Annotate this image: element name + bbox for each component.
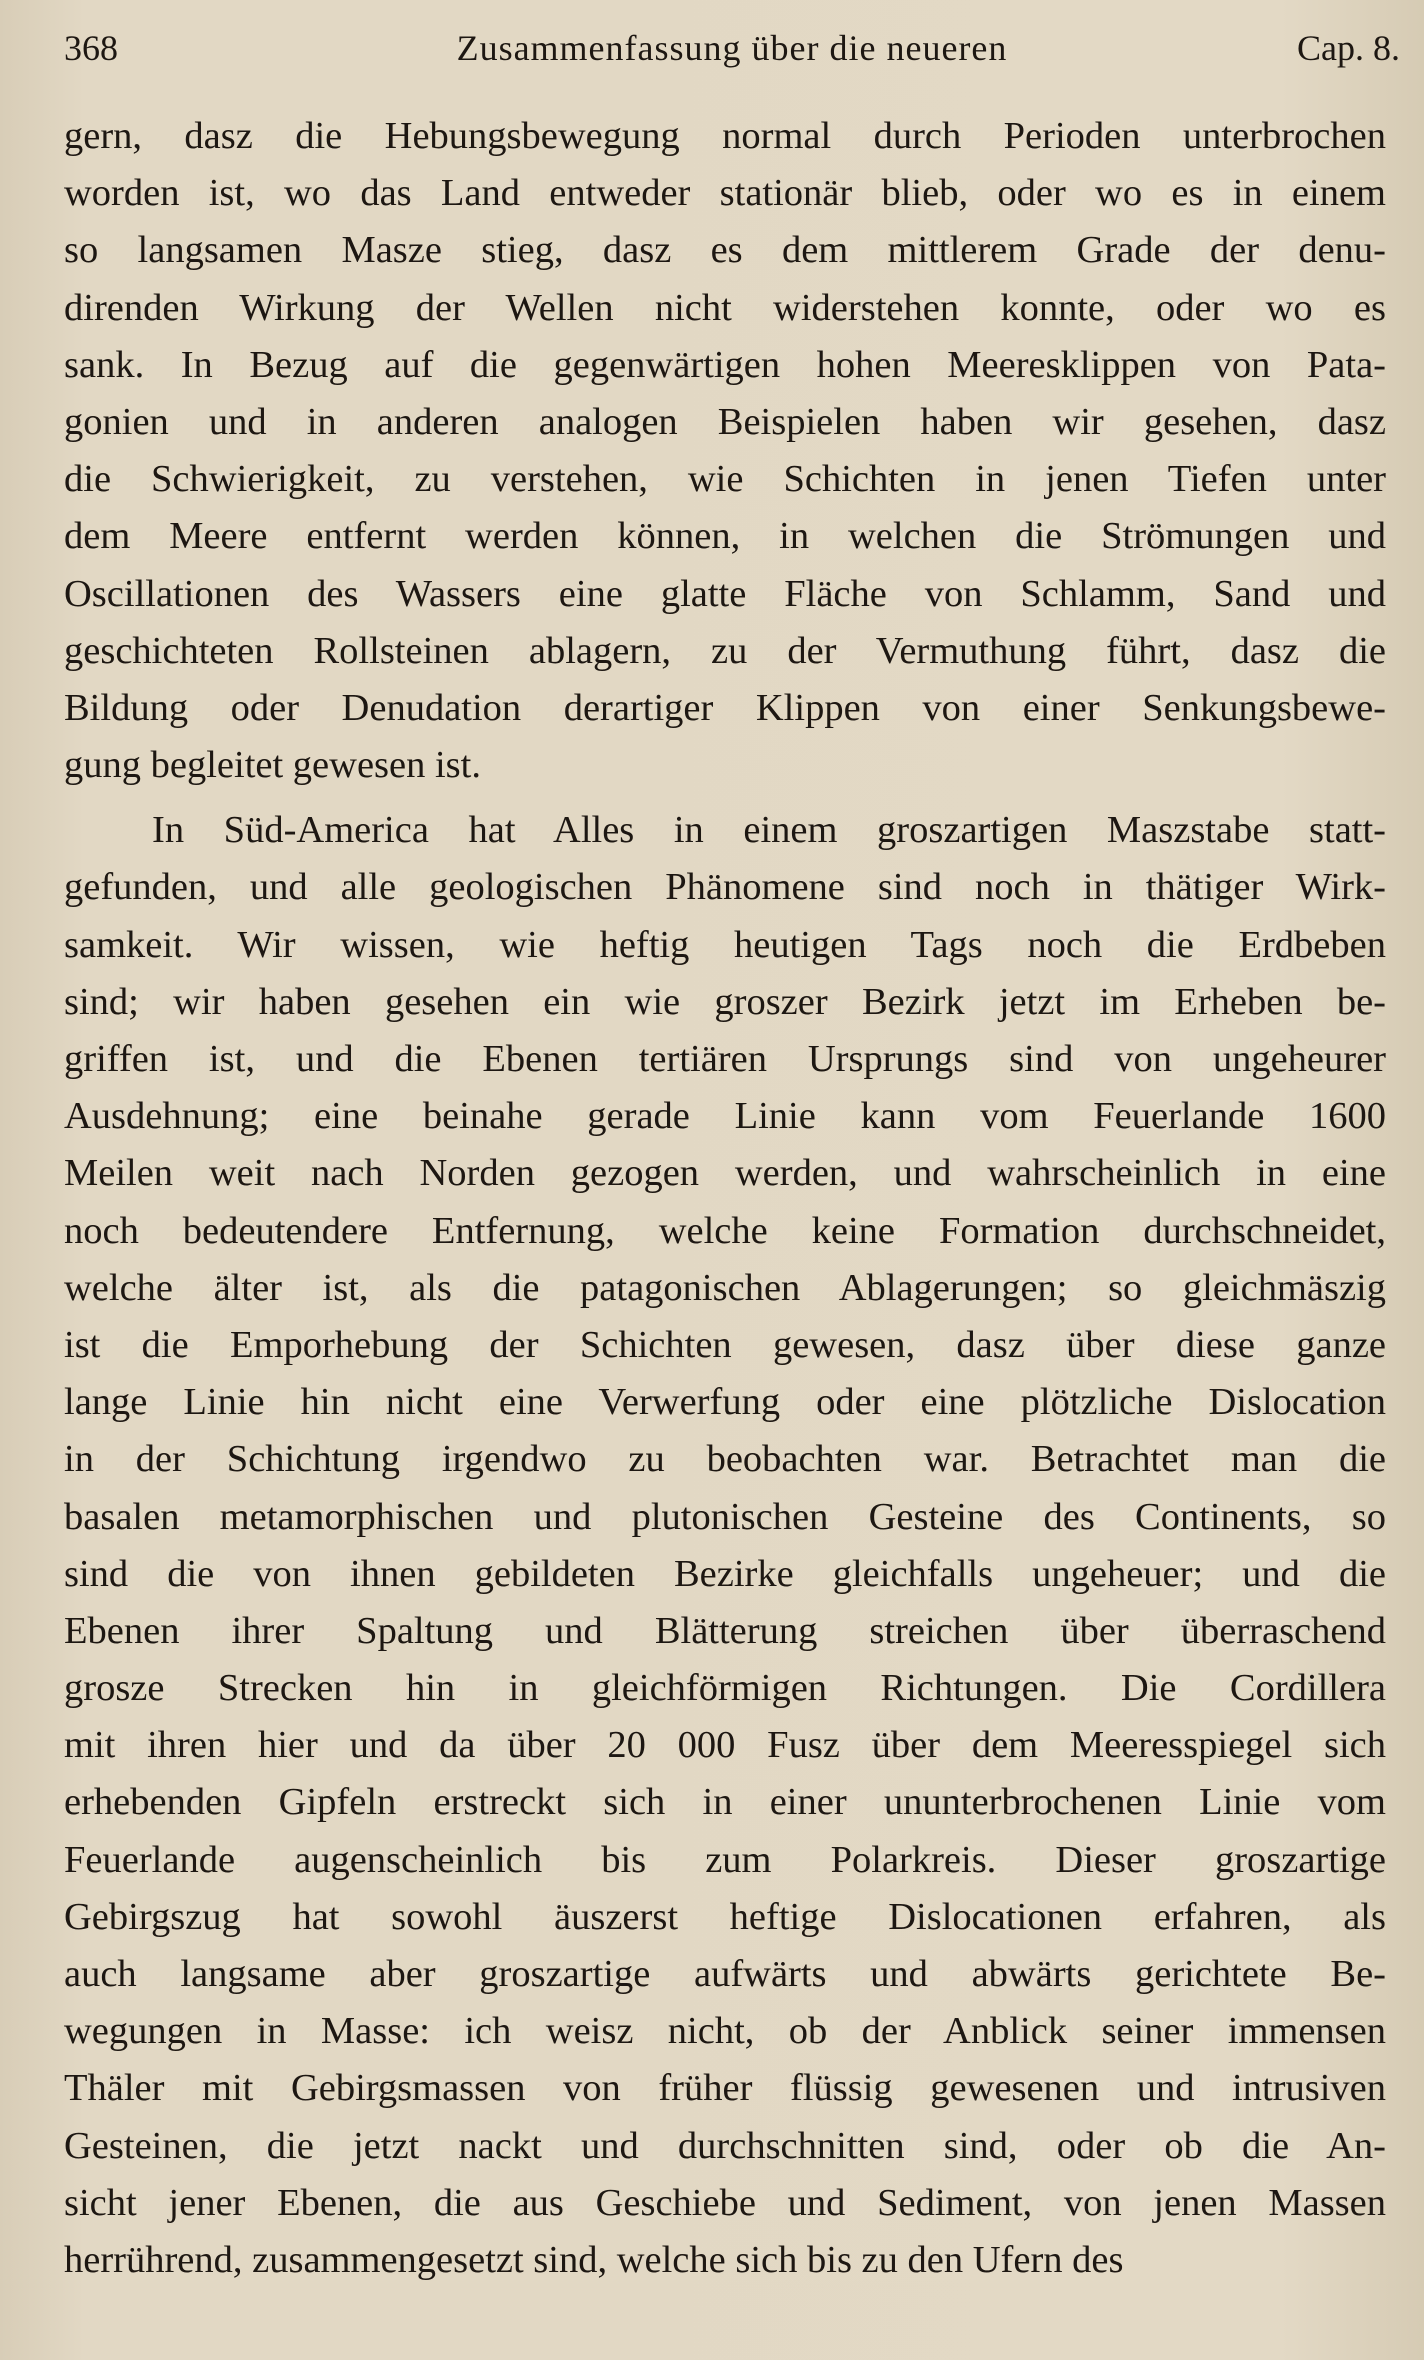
text-line: Thäler mit Gebirgsmassen von früher flüssig gewesenen und intrusiven — [64, 2067, 1386, 2110]
text-line: Gebirgszug hat sowohl äuszerst heftige Dislocationen erfahren, als — [64, 1895, 1386, 1938]
text-line: Meilen weit nach Norden gezogen werden, und wahrscheinlich in eine — [64, 1152, 1386, 1195]
text-line: gern, dasz die Hebungsbewegung normal durch Perioden unterbrochen — [64, 115, 1386, 157]
chapter-label: Cap. 8. — [1297, 28, 1400, 68]
page-number: 368 — [64, 28, 118, 68]
text-line: gung begleitet gewesen ist. — [64, 744, 481, 787]
text-line: sind; wir haben gesehen ein wie groszer Bezirk jetzt im Erheben be- — [64, 980, 1386, 1023]
text-line: die Schwierigkeit, zu verstehen, wie Schichten in jenen Tiefen unter — [64, 458, 1386, 501]
text-line: herrührend, zusammengesetzt sind, welche sich bis zu den Ufern des — [64, 2238, 1124, 2281]
text-line: gonien und in anderen analogen Beispielen haben wir gesehen, dasz — [64, 400, 1386, 443]
text-line: ist die Emporhebung der Schichten gewesen, dasz über diese ganze — [64, 1323, 1386, 1366]
text-line: lange Linie hin nicht eine Verwerfung oder eine plötzliche Dislocation — [64, 1381, 1386, 1424]
text-line: dem Meere entfernt werden können, in welchen die Strömungen und — [64, 515, 1386, 558]
paragraph-gap — [64, 794, 1386, 802]
text-line: so langsamen Masze stieg, dasz es dem mittlerem Grade der denu- — [64, 229, 1386, 272]
text-line: basalen metamorphischen und plutonischen Gesteine des Continents, so — [64, 1495, 1386, 1538]
text-line: erhebenden Gipfeln erstreckt sich in einer ununterbrochenen Linie vom — [64, 1781, 1386, 1824]
text-line: Bildung oder Denudation derartiger Klippen von einer Senkungsbewe- — [64, 686, 1386, 729]
text-line: welche älter ist, als die patagonischen Ablagerungen; so gleichmäszig — [64, 1266, 1386, 1309]
text-line: auch langsame aber groszartige aufwärts und abwärts gerichtete Be- — [64, 1953, 1386, 1995]
text-line: in der Schichtung irgendwo zu beobachten war. Betrachtet man die — [64, 1438, 1386, 1481]
text-line: geschichteten Rollsteinen ablagern, zu der Vermuthung führt, dasz die — [64, 629, 1386, 672]
text-line: gefunden, und alle geologischen Phänomene sind noch in thätiger Wirk- — [64, 866, 1386, 909]
text-line: Oscillationen des Wassers eine glatte Fläche von Schlamm, Sand und — [64, 572, 1386, 615]
text-line: worden ist, wo das Land entweder stationär blieb, oder wo es in einem — [64, 172, 1386, 215]
page-header — [64, 18, 1400, 78]
text-line: griffen ist, und die Ebenen tertiären Ursprungs sind von ungeheurer — [64, 1038, 1386, 1080]
text-line: In Süd-America hat Alles in einem groszartigen Maszstabe statt- — [152, 809, 1386, 852]
text-line: grosze Strecken hin in gleichförmigen Richtungen. Die Cordillera — [64, 1667, 1386, 1710]
text-line: mit ihren hier und da über 20 000 Fusz über dem Meeresspiegel sich — [64, 1724, 1386, 1767]
paragraph — [64, 802, 1386, 2289]
paragraph — [64, 108, 1386, 794]
text-line: sind die von ihnen gebildeten Bezirke gleichfalls ungeheuer; und die — [64, 1552, 1386, 1595]
text-line: Ausdehnung; eine beinahe gerade Linie kann vom Feuerlande 1600 — [64, 1095, 1386, 1138]
text-line: sank. In Bezug auf die gegenwärtigen hohen Meeresklippen von Pata- — [64, 343, 1386, 386]
body-text — [64, 108, 1386, 2289]
text-line: Gesteinen, die jetzt nackt und durchschnitten sind, oder ob die An- — [64, 2124, 1386, 2167]
running-title: Zusammenfassung über die neueren — [456, 28, 1008, 68]
text-line: direnden Wirkung der Wellen nicht widerstehen konnte, oder wo es — [64, 286, 1386, 329]
text-line: noch bedeutendere Entfernung, welche keine Formation durchschneidet, — [64, 1209, 1386, 1252]
text-line: Ebenen ihrer Spaltung und Blätterung streichen über überraschend — [64, 1609, 1386, 1652]
text-line: sicht jener Ebenen, die aus Geschiebe und Sediment, von jenen Massen — [64, 2181, 1386, 2224]
text-line: Feuerlande augenscheinlich bis zum Polarkreis. Dieser groszartige — [64, 1838, 1386, 1881]
text-line: wegungen in Masse: ich weisz nicht, ob der Anblick seiner immensen — [64, 2010, 1386, 2053]
text-line: samkeit. Wir wissen, wie heftig heutigen Tags noch die Erdbeben — [64, 923, 1386, 966]
